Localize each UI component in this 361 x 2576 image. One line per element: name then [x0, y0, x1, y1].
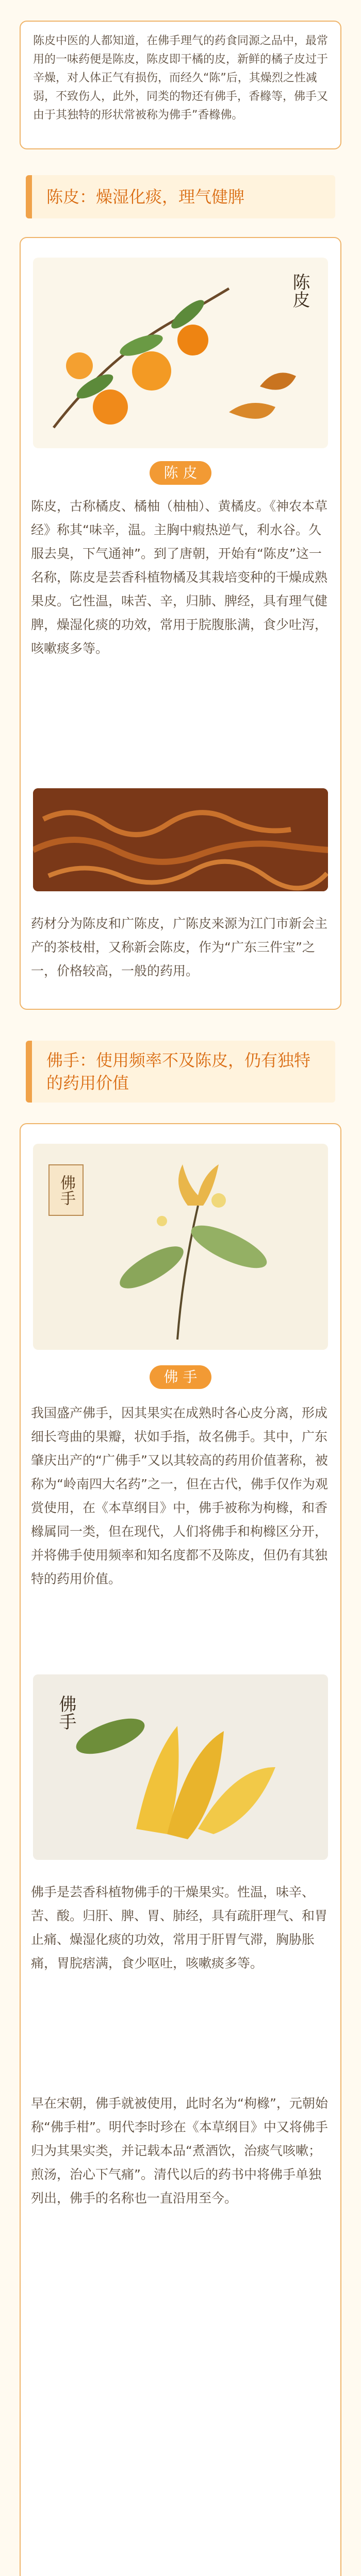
chenpi-paragraph-1: [31, 495, 330, 660]
chenpi-pill: 陈 皮: [150, 461, 211, 485]
orange-branch-illustration: [33, 258, 328, 448]
intro-text: 陈皮中医的人都知道，在佛手理气的药食同源之品中，最常用的一味药便是陈皮，陈皮即干橘的皮，新鲜的橘子皮过于辛燥，对人体正气有损伤，而经久“陈”后，其燥烈之性减弱，不致伤人，此外，同类的物还有佛手，香橼等，佛手又由于其独特的形状常被称为佛手”香橼佛。: [33, 35, 329, 122]
foshou-paragraph-1: 我国盛产佛手，因其果实在成熟时各心皮分离，形成细长弯曲的果瓣，状如手指，故名佛手。其中，广东肇庆出产的“广佛手”又以其较高的药用价值著称，被称为“岭南四大名药”之一，但在古代，佛手仅作为观赏使用，在《本草纲目》中，佛手被称为枸橼，和香橼属同一类，但在现代，人们将佛手和枸橼区分开，并将佛手使用频率和知名度都不及陈皮，但仍有其独特的药用价值。: [31, 1405, 328, 1586]
foshou-paragraph-2: 佛手是芸香科植物佛手的干燥果实。性温，味辛、苦、酸。归肝、脾、胃、肺经，具有疏肝理气、和胃止痛、燥湿化痰的功效，常用于肝胃气滞，胸胁胀痛，胃脘痞满，食少呕吐，咳嗽痰多等。: [31, 1885, 328, 1971]
foshou-paragraph-3: 早在宋朝，佛手就被使用，此时名为“枸橼”，元朝始称“佛手柑”。明代李时珍在《本草纲目》中又将佛手归为其果实类，并记载本品“煮酒饮，治痰气咳嗽；煎汤，治心下气痛”。清代以后的药书中将佛手单独列出，佛手的名称也一直沿用至今。: [31, 2096, 328, 2206]
foshou-illustration: [33, 1144, 328, 1350]
chenpi-paragraph-1-text: 陈皮，古称橘皮、橘柚（柚柚）、黄橘皮。《神农本草经》称其“味辛，温。主胸中瘕热逆气，利水谷。久服去臭，下气通神”。到了唐朝，开始有“陈皮”这一名称，陈皮是芸香科植物橘及其栽培变种的干燥成熟果皮。它性温，味苦、辛，归肺、脾经，具有理气健脾，燥湿化痰的功效，常用于脘腹胀满，食少吐泻，咳嗽痰多等。: [31, 499, 328, 656]
chenpi-photo: [33, 788, 328, 891]
foshou-pill: 佛 手: [150, 1365, 211, 1389]
foshou-photo-caption: 佛手: [56, 1695, 76, 1730]
section-foshou-title: 佛手：使用频率不及陈皮，仍有独特的药用价值: [46, 1050, 311, 1093]
chenpi-image-caption: 陈皮: [289, 273, 310, 308]
section-chenpi-title: 陈皮：燥湿化痰，理气健脾: [46, 187, 245, 207]
chenpi-paragraph-2: 药材分为陈皮和广陈皮，广陈皮来源为江门市新会主产的茶枝柑，又称新会陈皮，作为“广东三件宝”之一，价格较高，一般的药用。: [31, 916, 328, 978]
foshou-image-caption: 佛手: [48, 1164, 84, 1216]
section-foshou-title-bar: [26, 1041, 335, 1103]
foshou-photo: [33, 1674, 328, 1860]
dried-peel-photo: [33, 788, 328, 891]
chenpi-illustration: [33, 258, 328, 448]
section-chenpi-title-bar: [26, 175, 335, 218]
